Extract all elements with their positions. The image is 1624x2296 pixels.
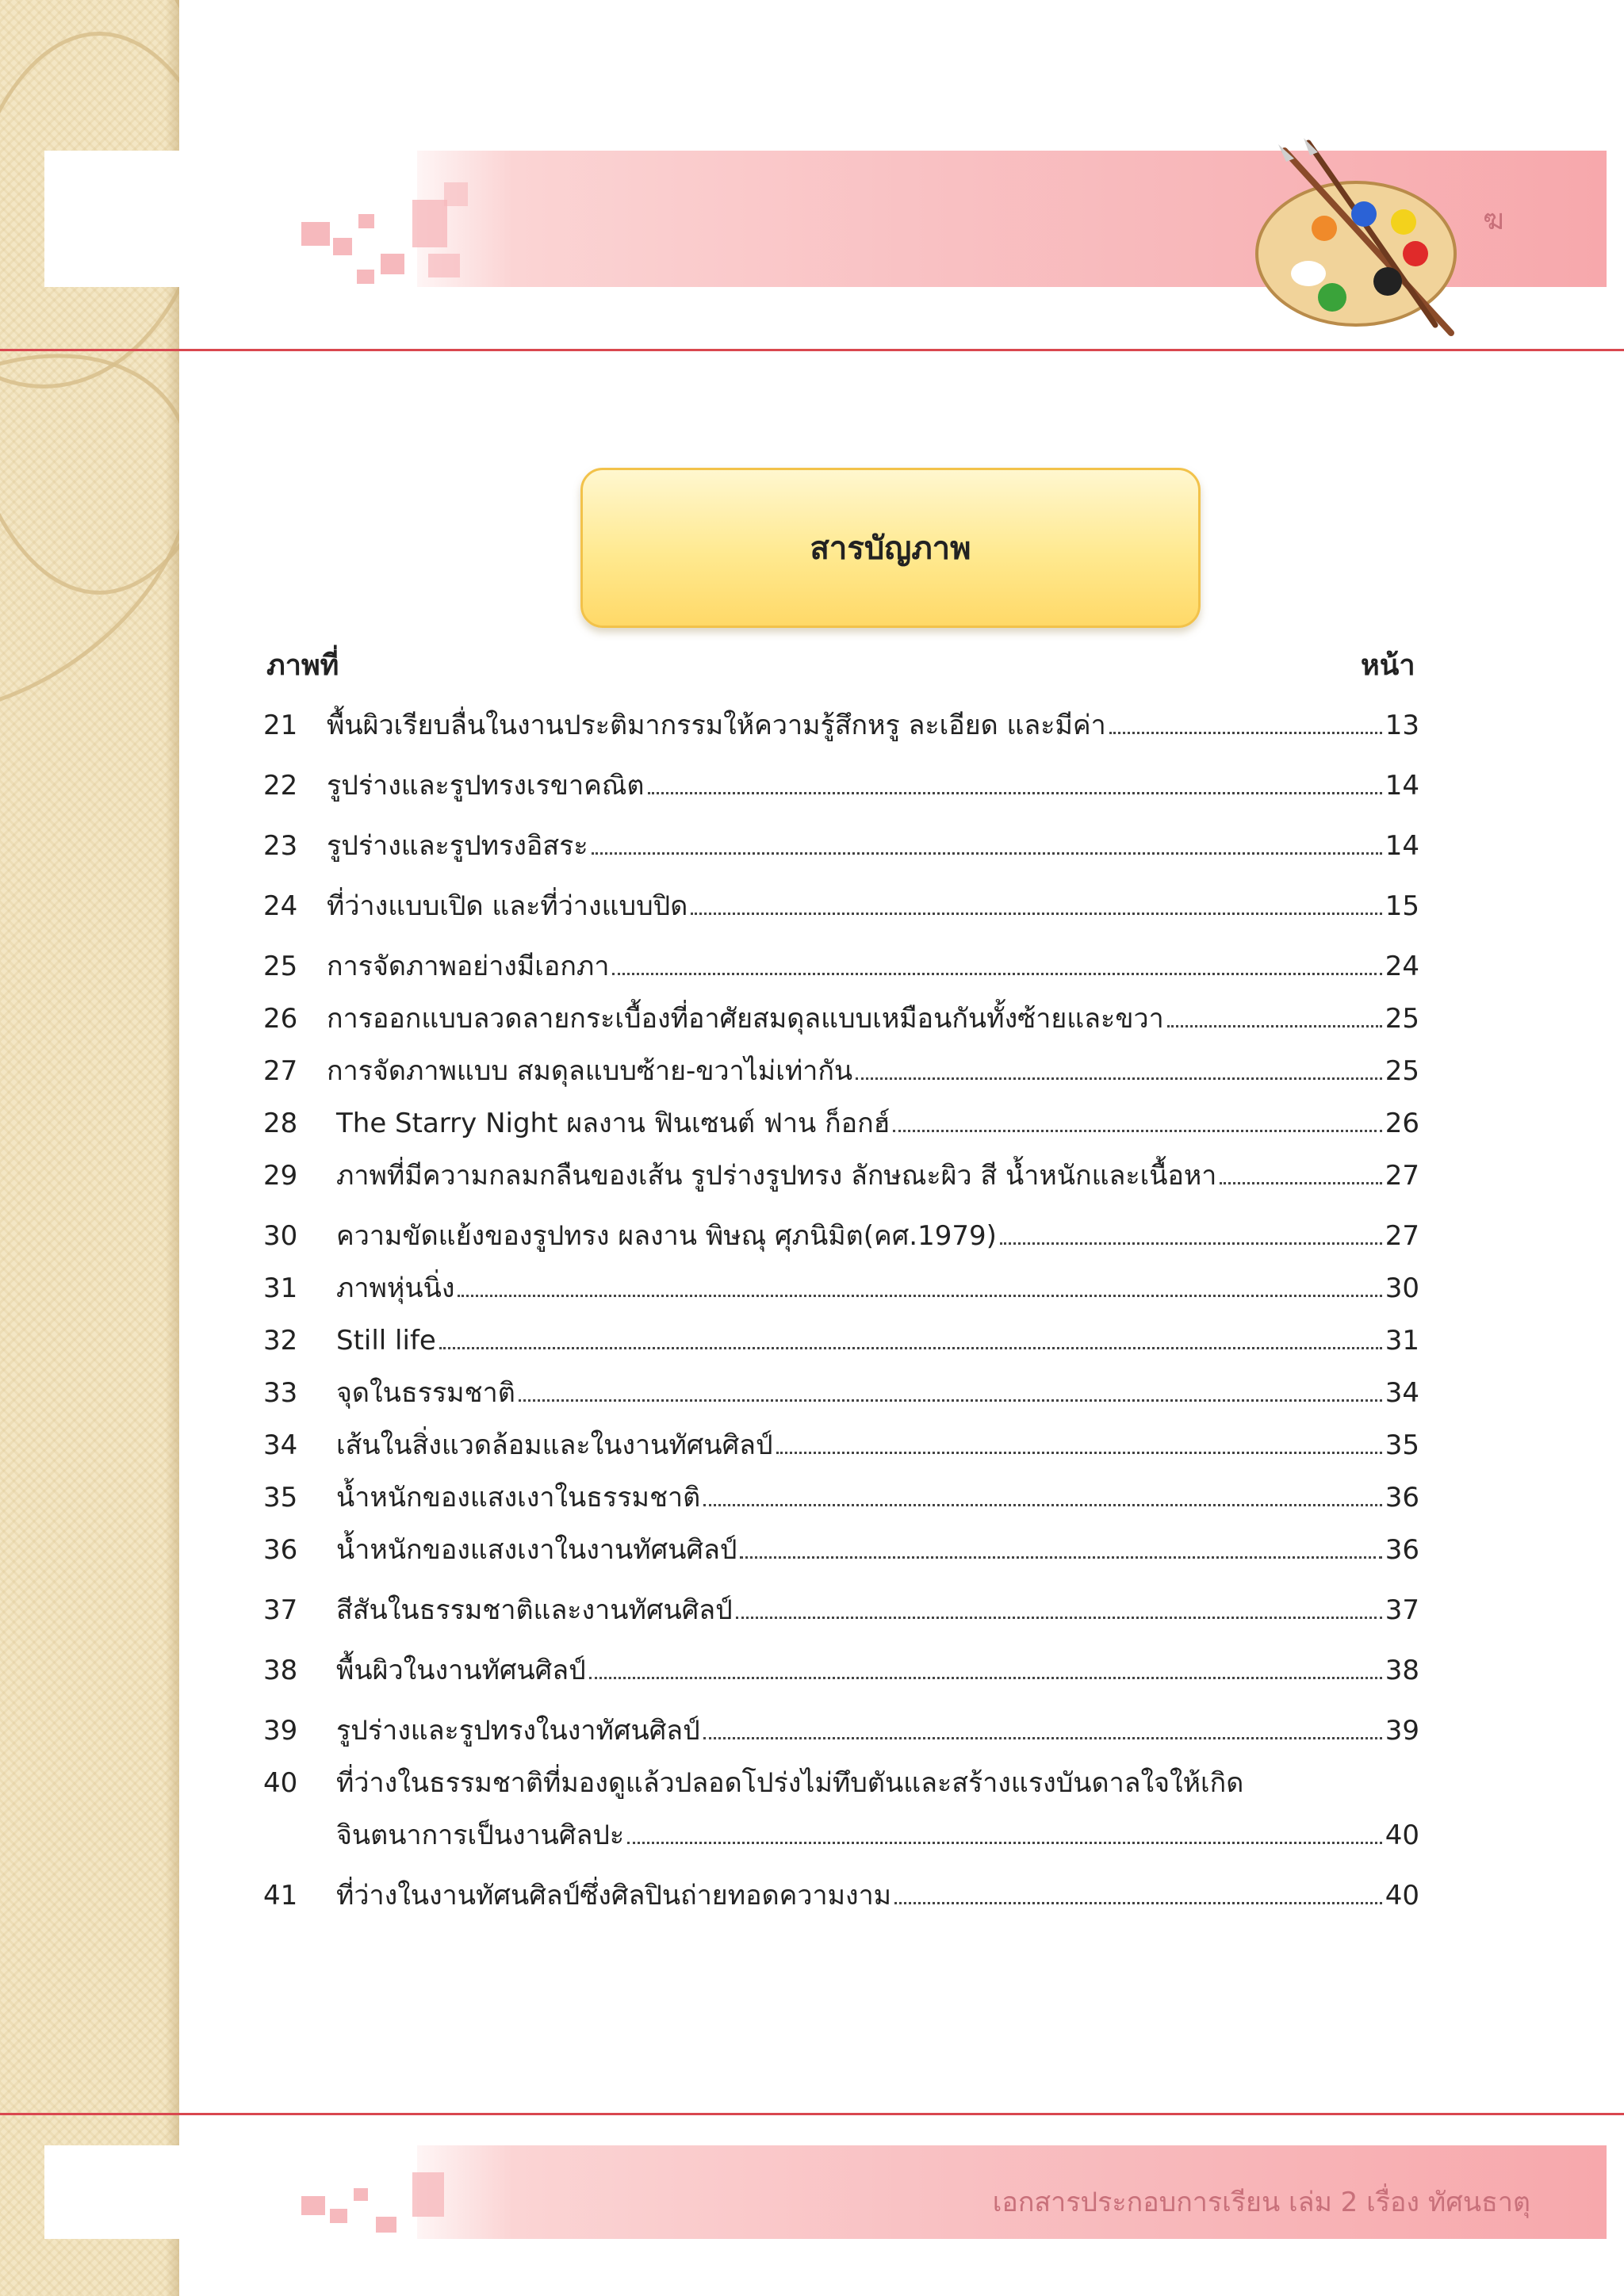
list-item [263, 1216, 1419, 1256]
page-ref: 27 [1385, 1220, 1419, 1252]
figure-number: 31 [263, 1272, 298, 1304]
page-ref: 40 [1385, 1820, 1419, 1851]
paint-palette-icon [1237, 135, 1491, 341]
list-item [263, 1530, 1419, 1570]
leader-dots [439, 1347, 1382, 1349]
page-ref: 24 [1385, 951, 1419, 982]
list-item [263, 766, 1419, 806]
page-ref: 36 [1385, 1482, 1419, 1513]
figure-number: 28 [263, 1108, 298, 1139]
figure-number: 36 [263, 1534, 298, 1566]
figure-title: จุดในธรรมชาติ [336, 1377, 515, 1409]
figure-number: 30 [263, 1220, 298, 1252]
page-ref: 40 [1385, 1880, 1419, 1911]
title-box [580, 468, 1201, 628]
list-item [263, 1373, 1419, 1413]
figure-number: 23 [263, 830, 298, 862]
figure-number: 32 [263, 1325, 298, 1357]
figure-number: 24 [263, 890, 298, 922]
page-ref: 13 [1385, 710, 1419, 741]
figure-number: 35 [263, 1482, 298, 1513]
side-decoration [0, 0, 179, 2296]
figure-number: 38 [263, 1655, 298, 1686]
page-title: สารบัญภาพ [810, 530, 971, 567]
figure-title: Still life [336, 1325, 436, 1357]
list-item [263, 1651, 1419, 1690]
figure-number: 41 [263, 1880, 298, 1911]
list-item [263, 1711, 1419, 1751]
figure-title: The Starry Night ผลงาน ฟินเซนต์ ฟาน ก็อกฮ์ [336, 1108, 891, 1139]
page-ref: 34 [1385, 1377, 1419, 1409]
leader-dots [1220, 1182, 1381, 1184]
list-item [263, 1321, 1419, 1360]
figure-number: 39 [263, 1715, 298, 1747]
list-item [263, 826, 1419, 866]
figure-title: ภาพที่มีความกลมกลืนของเส้น รูปร่างรูปทรง ลักษณะผิว สี น้ำหนักและเนื้อหา [336, 1160, 1217, 1192]
page-ref: 37 [1385, 1594, 1419, 1626]
column-header-page: หน้า [1361, 649, 1415, 682]
page-ref: 30 [1385, 1272, 1419, 1304]
figure-number: 34 [263, 1429, 298, 1461]
leader-dots [893, 1130, 1381, 1132]
figure-title: ที่ว่างแบบเปิด และที่ว่างแบบปิด [327, 890, 688, 922]
figure-number: 26 [263, 1003, 298, 1035]
list-item [263, 1269, 1419, 1308]
leader-dots [1000, 1242, 1382, 1245]
header-rule [0, 349, 1624, 351]
figure-title: ที่ว่างในงานทัศนศิลป์ซึ่งศิลปินถ่ายทอดความงาม [336, 1880, 892, 1911]
leader-dots [894, 1902, 1382, 1904]
figure-title: พื้นผิวเรียบลื่นในงานประติมากรรมให้ความรู้สึกหรู ละเอียด และมีค่า [327, 710, 1106, 741]
leader-dots [589, 1677, 1382, 1679]
figure-title-continued: จินตนาการเป็นงานศิลปะ [336, 1820, 625, 1851]
leader-dots [458, 1295, 1381, 1297]
figure-title: รูปร่างและรูปทรงอิสระ [327, 830, 588, 862]
leader-dots [648, 792, 1382, 794]
figure-title: รูปร่างและรูปทรงเรขาคณิต [327, 770, 645, 802]
leader-dots [612, 973, 1381, 975]
page-ref: 25 [1385, 1055, 1419, 1087]
page-ref: 36 [1385, 1534, 1419, 1566]
leader-dots [856, 1077, 1382, 1080]
leader-dots [776, 1452, 1382, 1454]
footer-rule [0, 2113, 1624, 2115]
list-item [263, 1051, 1419, 1091]
leader-dots [627, 1842, 1382, 1844]
page-ref: 14 [1385, 830, 1419, 862]
leader-dots [592, 852, 1382, 855]
list-item [263, 999, 1419, 1039]
leader-dots [740, 1556, 1381, 1559]
leader-dots [703, 1737, 1382, 1739]
figure-title: เส้นในสิ่งแวดล้อมและในงานทัศนศิลป์ [336, 1429, 773, 1461]
figure-number: 25 [263, 951, 298, 982]
page-number: ฆ [1483, 204, 1504, 236]
figure-title: สีสันในธรรมชาติและงานทัศนศิลป์ [336, 1594, 733, 1626]
leader-dots [736, 1617, 1382, 1619]
list-item [263, 706, 1419, 745]
page-ref: 27 [1385, 1160, 1419, 1192]
figure-number: 22 [263, 770, 298, 802]
list-item [263, 1104, 1419, 1143]
figure-title: รูปร่างและรูปทรงในงาทัศนศิลป์ [336, 1715, 700, 1747]
page-ref: 38 [1385, 1655, 1419, 1686]
page-ref: 15 [1385, 890, 1419, 922]
figure-title: น้ำหนักของแสงเงาในธรรมชาติ [336, 1482, 701, 1513]
leader-dots [519, 1399, 1382, 1402]
page-ref: 39 [1385, 1715, 1419, 1747]
leader-dots [1167, 1025, 1382, 1027]
list-item-continuation [263, 1816, 1419, 1855]
page-ref: 31 [1385, 1325, 1419, 1357]
list-item [263, 886, 1419, 926]
figure-number: 27 [263, 1055, 298, 1087]
page-ref: 26 [1385, 1108, 1419, 1139]
footer-document-title: เอกสารประกอบการเรียน เล่ม 2 เรื่อง ทัศนธาตุ [992, 2187, 1530, 2218]
figure-number: 37 [263, 1594, 298, 1626]
leader-dots [691, 913, 1381, 915]
figure-title: การออกแบบลวดลายกระเบื้องที่อาศัยสมดุลแบบเหมือนกันทั้งซ้ายและขวา [327, 1003, 1164, 1035]
list-item [263, 1478, 1419, 1517]
list-item [263, 1763, 1419, 1803]
list-item [263, 1590, 1419, 1630]
figure-title: น้ำหนักของแสงเงาในงานทัศนศิลป์ [336, 1534, 737, 1566]
page-ref: 35 [1385, 1429, 1419, 1461]
figure-number: 40 [263, 1767, 298, 1799]
figure-title: ที่ว่างในธรรมชาติที่มองดูแล้วปลอดโปร่งไม่ทึบตันและสร้างแรงบันดาลใจให้เกิด [336, 1767, 1244, 1799]
figure-title: ภาพหุ่นนิ่ง [336, 1272, 455, 1304]
figure-title: การจัดภาพแบบ สมดุลแบบซ้าย-ขวาไม่เท่ากัน [327, 1055, 853, 1087]
leader-dots [703, 1504, 1382, 1506]
page-ref: 14 [1385, 770, 1419, 802]
leader-dots [1109, 732, 1382, 734]
page-ref: 25 [1385, 1003, 1419, 1035]
list-item [263, 947, 1419, 986]
column-header-figure: ภาพที่ [266, 649, 339, 682]
figure-title: พื้นผิวในงานทัศนศิลป์ [336, 1655, 586, 1686]
figure-title: ความขัดแย้งของรูปทรง ผลงาน พิษณุ ศุภนิมิต(คศ.1979) [336, 1220, 997, 1252]
figure-number: 29 [263, 1160, 298, 1192]
list-item [263, 1156, 1419, 1196]
list-item [263, 1425, 1419, 1465]
figure-number: 33 [263, 1377, 298, 1409]
figure-title: การจัดภาพอย่างมีเอกภา [327, 951, 610, 982]
list-item [263, 1876, 1419, 1915]
figure-number: 21 [263, 710, 298, 741]
